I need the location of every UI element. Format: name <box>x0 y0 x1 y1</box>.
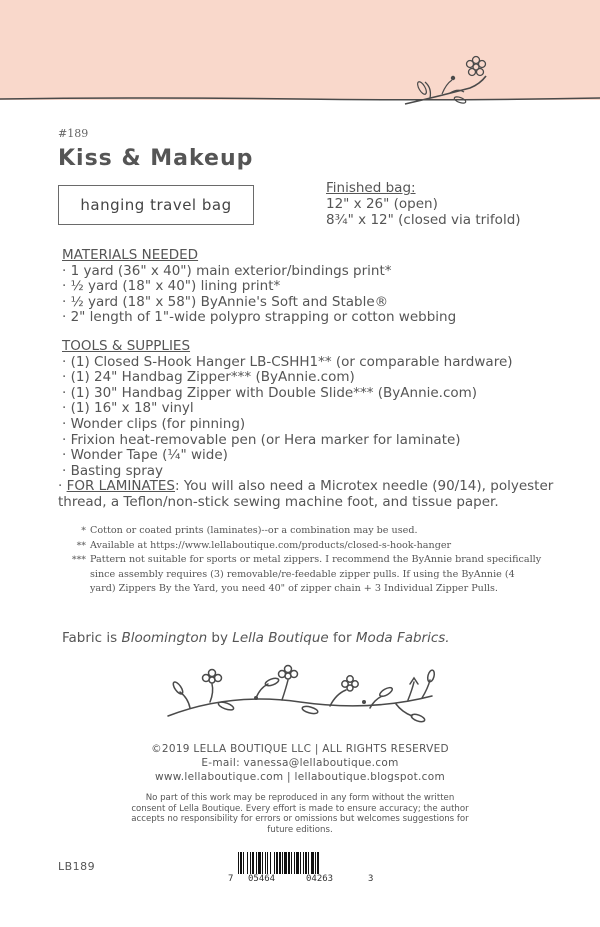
footnote-mark: * <box>81 526 86 536</box>
footnote-text: Cotton or coated prints (laminates)--or a combination may be used. <box>90 525 418 536</box>
footnotes <box>62 524 542 597</box>
barcode-bar <box>274 852 275 874</box>
copyright: ©2019 LELLA BOUTIQUE LLC | ALL RIGHTS RESERVED <box>151 743 449 755</box>
subtitle-box <box>58 185 254 225</box>
list-item: · ½ yard (18" x 58") ByAnnie's Soft and Stable® <box>62 293 389 310</box>
header-band <box>0 0 600 100</box>
list-item: · Frixion heat-removable pen (or Hera marker for laminate) <box>62 431 461 448</box>
list-item: · (1) 16" x 18" vinyl <box>62 400 194 417</box>
barcode-digits-left: 05464 <box>248 874 276 882</box>
disclaimer: No part of this work may be reproduced in any form without the written consent of Lella Boutique. Every effort is made to ensure accuracy; the author accepts no responsibility for errors or omissions but welcomes suggestions for future editions. <box>131 793 469 835</box>
fabric-manufacturer: Moda Fabrics. <box>355 630 450 646</box>
barcode-bar <box>262 852 263 874</box>
list-item: · (1) Closed S-Hook Hanger LB-CSHH1** (or comparable hardware) <box>62 353 513 370</box>
barcode-bar <box>308 852 309 874</box>
finished-heading: Finished bag: <box>326 180 416 196</box>
barcode-digits-right: 04263 <box>306 874 334 882</box>
floral-vine-icon <box>160 662 440 734</box>
barcode-bar <box>300 852 301 874</box>
product-code: LB189 <box>58 860 96 873</box>
list-item: · (1) 24" Handbag Zipper*** (ByAnnie.com) <box>62 369 355 386</box>
laminates-prefix: · <box>58 478 67 495</box>
barcode-bar <box>296 852 299 874</box>
footnote <box>62 539 542 554</box>
barcode-bar <box>305 852 307 874</box>
barcode-bar <box>238 852 239 874</box>
fabric-prefix: Fabric is <box>62 630 122 646</box>
barcode-bar <box>291 852 292 874</box>
barcode-bar <box>276 852 278 874</box>
barcode-bar <box>294 852 295 874</box>
footer-contact <box>0 742 600 784</box>
list-item: · (1) 30" Handbag Zipper with Double Slide*** (ByAnnie.com) <box>62 384 478 401</box>
barcode-bar <box>256 852 257 874</box>
barcode-bar <box>288 852 290 874</box>
fabric-designer: Lella Boutique <box>232 630 329 646</box>
tools-section <box>58 338 562 511</box>
barcode-bar <box>284 852 287 874</box>
finished-size <box>326 180 521 228</box>
barcode-bar <box>243 852 244 874</box>
finished-line: 12" x 26" (open) <box>326 196 438 212</box>
footnote-text: Available at https://www.lellaboutique.com/products/closed-s-hook-hanger <box>90 539 452 551</box>
barcode-bar <box>250 852 251 874</box>
subtitle: hanging travel bag <box>80 196 232 214</box>
barcode-bar <box>279 852 281 874</box>
barcode-bar <box>252 852 254 874</box>
finished-line: 8¾" x 12" (closed via trifold) <box>326 212 521 228</box>
materials-section <box>62 248 456 326</box>
list-item: · Wonder clips (for pinning) <box>62 415 246 432</box>
footnote-mark: *** <box>71 555 86 565</box>
barcode-bar <box>247 852 248 874</box>
footnote <box>62 553 542 597</box>
flower-sprig-icon <box>0 0 600 130</box>
barcode-bar <box>282 852 283 874</box>
fabric-credit <box>62 630 450 646</box>
laminates-label: FOR LAMINATES <box>66 478 175 495</box>
list-item: · Wonder Tape (¼" wide) <box>62 447 228 464</box>
barcode-bar <box>267 852 268 874</box>
list-item: · 2" length of 1"-wide polypro strapping or cotton webbing <box>62 309 457 326</box>
footnote-mark: ** <box>76 540 86 551</box>
fabric-for: for <box>328 630 356 646</box>
email: E-mail: vanessa@lellaboutique.com <box>201 757 399 769</box>
barcode-bar <box>258 852 261 874</box>
barcode-bar <box>265 852 266 874</box>
barcode <box>226 852 376 882</box>
footnote-text: Pattern not suitable for sports or metal zippers. I recommend the ByAnnie brand specifically since assembly requires (3) removable/re-feedable zipper pulls. If using the ByAnnie (4 yard) Zippers By the Yard, you need 40" of zipper chain + 3 Individual Zipper Pulls. <box>90 554 542 594</box>
barcode-bar <box>317 852 319 874</box>
laminates-item <box>58 479 562 510</box>
barcode-bar <box>311 852 314 874</box>
barcode-bar <box>270 852 271 874</box>
page-title: Kiss & Makeup <box>58 146 254 171</box>
barcode-bar <box>315 852 316 874</box>
list-item: · 1 yard (36" x 40") main exterior/bindings print* <box>62 262 392 279</box>
footnote <box>62 524 542 539</box>
materials-heading: MATERIALS NEEDED <box>62 247 199 263</box>
websites: www.lellaboutique.com | lellaboutique.blogspot.com <box>155 771 445 783</box>
barcode-digit-first: 7 <box>228 874 234 882</box>
barcode-digit-last: 3 <box>368 874 374 882</box>
pattern-number: #189 <box>58 127 89 140</box>
list-item: · ½ yard (18" x 40") lining print* <box>62 278 281 295</box>
barcode-bar <box>303 852 304 874</box>
list-item: · Basting spray <box>62 462 164 479</box>
laminates-text: : You will also need a Microtex needle (90/14), polyester thread, a Teflon/non-stick sewing machine foot, and tissue paper. <box>58 478 554 510</box>
fabric-collection: Bloomington <box>121 630 208 646</box>
fabric-by: by <box>207 630 233 646</box>
tools-heading: TOOLS & SUPPLIES <box>62 338 191 354</box>
barcode-bar <box>240 852 242 874</box>
